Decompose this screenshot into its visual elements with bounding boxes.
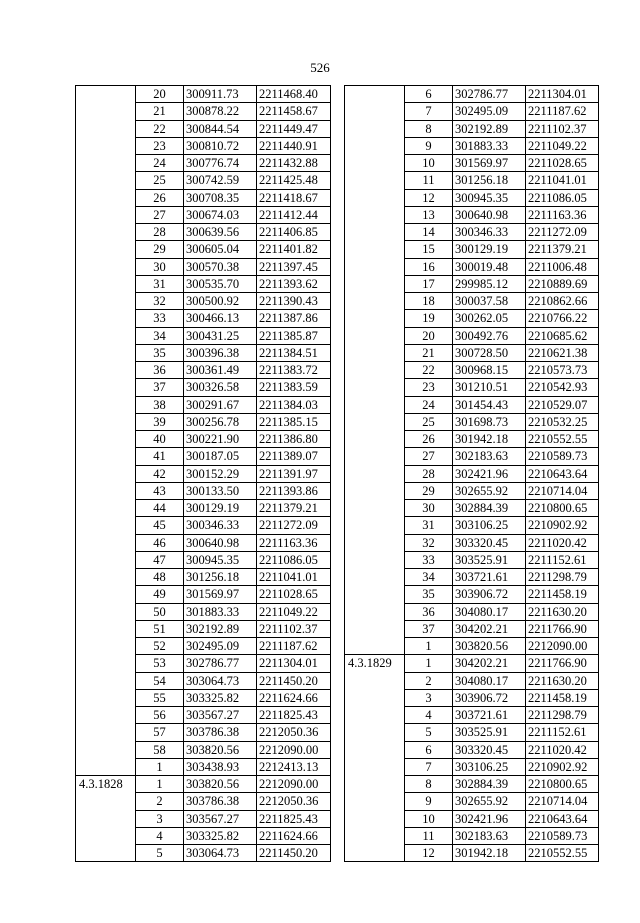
x-coordinate-cell: 302884.39: [453, 500, 526, 517]
left-table-body: [76, 86, 331, 862]
x-coordinate-cell: 303721.61: [453, 569, 526, 586]
point-number-cell: 12: [405, 189, 453, 206]
y-coordinate-cell: 2211041.01: [526, 172, 599, 189]
x-coordinate-cell: 300570.38: [184, 258, 257, 275]
point-number-cell: 26: [136, 189, 184, 206]
y-coordinate-cell: 2211385.15: [257, 413, 331, 430]
x-coordinate-cell: 301942.18: [453, 431, 526, 448]
point-number-cell: 2: [405, 672, 453, 689]
x-coordinate-cell: 302786.77: [184, 655, 257, 672]
y-coordinate-cell: 2211298.79: [526, 569, 599, 586]
y-coordinate-cell: 2210685.62: [526, 327, 599, 344]
x-coordinate-cell: 303064.73: [184, 845, 257, 862]
point-number-cell: 28: [405, 465, 453, 482]
y-coordinate-cell: 2211440.91: [257, 137, 331, 154]
point-number-cell: 46: [136, 534, 184, 551]
point-number-cell: 35: [405, 586, 453, 603]
x-coordinate-cell: 303820.56: [453, 638, 526, 655]
point-number-cell: 20: [405, 327, 453, 344]
coordinate-table-right: [344, 85, 599, 862]
point-number-cell: 23: [136, 137, 184, 154]
y-coordinate-cell: 2211028.65: [526, 155, 599, 172]
point-number-cell: 39: [136, 413, 184, 430]
y-coordinate-cell: 2211766.90: [526, 655, 599, 672]
y-coordinate-cell: 2211432.88: [257, 155, 331, 172]
point-number-cell: 43: [136, 482, 184, 499]
y-coordinate-cell: 2211468.40: [257, 86, 331, 103]
point-number-cell: 22: [136, 120, 184, 137]
point-number-cell: 5: [136, 845, 184, 862]
x-coordinate-cell: 303525.91: [453, 724, 526, 741]
point-number-cell: 11: [405, 172, 453, 189]
y-coordinate-cell: 2212090.00: [526, 638, 599, 655]
point-number-cell: 24: [136, 155, 184, 172]
point-number-cell: 13: [405, 206, 453, 223]
y-coordinate-cell: 2211006.48: [526, 258, 599, 275]
x-coordinate-cell: 301454.43: [453, 396, 526, 413]
x-coordinate-cell: 300878.22: [184, 103, 257, 120]
y-coordinate-cell: 2211389.07: [257, 448, 331, 465]
x-coordinate-cell: 303567.27: [184, 810, 257, 827]
y-coordinate-cell: 2210643.64: [526, 465, 599, 482]
x-coordinate-cell: 300466.13: [184, 310, 257, 327]
x-coordinate-cell: 303320.45: [453, 534, 526, 551]
x-coordinate-cell: 301569.97: [184, 586, 257, 603]
x-coordinate-cell: 300152.29: [184, 465, 257, 482]
point-number-cell: 1: [405, 655, 453, 672]
x-coordinate-cell: 302183.63: [453, 827, 526, 844]
point-number-cell: 1: [136, 758, 184, 775]
point-number-cell: 47: [136, 551, 184, 568]
x-coordinate-cell: 302192.89: [184, 620, 257, 637]
y-coordinate-cell: 2211152.61: [526, 724, 599, 741]
x-coordinate-cell: 300129.19: [453, 241, 526, 258]
x-coordinate-cell: 300326.58: [184, 379, 257, 396]
y-coordinate-cell: 2211049.22: [526, 137, 599, 154]
x-coordinate-cell: 302495.09: [453, 103, 526, 120]
x-coordinate-cell: 301883.33: [184, 603, 257, 620]
x-coordinate-cell: 300500.92: [184, 293, 257, 310]
x-coordinate-cell: 301698.73: [453, 413, 526, 430]
y-coordinate-cell: 2210621.38: [526, 344, 599, 361]
y-coordinate-cell: 2210552.55: [526, 845, 599, 862]
y-coordinate-cell: 2212413.13: [257, 758, 331, 775]
point-number-cell: 37: [136, 379, 184, 396]
x-coordinate-cell: 304080.17: [453, 672, 526, 689]
x-coordinate-cell: 300535.70: [184, 275, 257, 292]
y-coordinate-cell: 2211020.42: [526, 741, 599, 758]
point-number-cell: 6: [405, 741, 453, 758]
x-coordinate-cell: 302495.09: [184, 638, 257, 655]
y-coordinate-cell: 2211630.20: [526, 603, 599, 620]
point-number-cell: 10: [405, 810, 453, 827]
y-coordinate-cell: 2211020.42: [526, 534, 599, 551]
y-coordinate-cell: 2210552.55: [526, 431, 599, 448]
y-coordinate-cell: 2211152.61: [526, 551, 599, 568]
point-number-cell: 21: [405, 344, 453, 361]
x-coordinate-cell: 301883.33: [453, 137, 526, 154]
x-coordinate-cell: 304202.21: [453, 620, 526, 637]
y-coordinate-cell: 2211397.45: [257, 258, 331, 275]
y-coordinate-cell: 2211391.97: [257, 465, 331, 482]
y-coordinate-cell: 2210714.04: [526, 482, 599, 499]
y-coordinate-cell: 2210766.22: [526, 310, 599, 327]
x-coordinate-cell: 303567.27: [184, 707, 257, 724]
x-coordinate-cell: 300396.38: [184, 344, 257, 361]
x-coordinate-cell: 302655.92: [453, 793, 526, 810]
point-number-cell: 36: [405, 603, 453, 620]
point-number-cell: 27: [136, 206, 184, 223]
point-number-cell: 28: [136, 224, 184, 241]
y-coordinate-cell: 2211163.36: [526, 206, 599, 223]
x-coordinate-cell: 300639.56: [184, 224, 257, 241]
parcel-id-cell: [345, 86, 405, 655]
y-coordinate-cell: 2211385.87: [257, 327, 331, 344]
point-number-cell: 32: [405, 534, 453, 551]
x-coordinate-cell: 302421.96: [453, 810, 526, 827]
point-number-cell: 49: [136, 586, 184, 603]
point-number-cell: 44: [136, 500, 184, 517]
point-number-cell: 18: [405, 293, 453, 310]
x-coordinate-cell: 300945.35: [453, 189, 526, 206]
x-coordinate-cell: 300640.98: [184, 534, 257, 551]
y-coordinate-cell: 2211406.85: [257, 224, 331, 241]
point-number-cell: 54: [136, 672, 184, 689]
x-coordinate-cell: 303106.25: [453, 758, 526, 775]
page-number: 526: [310, 60, 330, 75]
x-coordinate-cell: 302183.63: [453, 448, 526, 465]
point-number-cell: 34: [405, 569, 453, 586]
point-number-cell: 56: [136, 707, 184, 724]
y-coordinate-cell: 2211401.82: [257, 241, 331, 258]
point-number-cell: 19: [405, 310, 453, 327]
point-number-cell: 37: [405, 620, 453, 637]
y-coordinate-cell: 2211825.43: [257, 810, 331, 827]
y-coordinate-cell: 2210862.66: [526, 293, 599, 310]
x-coordinate-cell: 300129.19: [184, 500, 257, 517]
y-coordinate-cell: 2211049.22: [257, 603, 331, 620]
point-number-cell: 57: [136, 724, 184, 741]
point-number-cell: 55: [136, 689, 184, 706]
x-coordinate-cell: 302884.39: [453, 776, 526, 793]
point-number-cell: 1: [405, 638, 453, 655]
point-number-cell: 25: [136, 172, 184, 189]
point-number-cell: 31: [136, 275, 184, 292]
y-coordinate-cell: 2210800.65: [526, 500, 599, 517]
point-number-cell: 52: [136, 638, 184, 655]
y-coordinate-cell: 2211458.67: [257, 103, 331, 120]
x-coordinate-cell: 300776.74: [184, 155, 257, 172]
point-number-cell: 3: [405, 689, 453, 706]
table-row: [345, 655, 599, 672]
y-coordinate-cell: 2211386.80: [257, 431, 331, 448]
y-coordinate-cell: 2210889.69: [526, 275, 599, 292]
y-coordinate-cell: 2211379.21: [257, 500, 331, 517]
point-number-cell: 29: [136, 241, 184, 258]
y-coordinate-cell: 2212090.00: [257, 741, 331, 758]
y-coordinate-cell: 2211390.43: [257, 293, 331, 310]
point-number-cell: 14: [405, 224, 453, 241]
point-number-cell: 3: [136, 810, 184, 827]
y-coordinate-cell: 2211041.01: [257, 569, 331, 586]
y-coordinate-cell: 2211298.79: [526, 707, 599, 724]
y-coordinate-cell: 2211102.37: [526, 120, 599, 137]
y-coordinate-cell: 2211393.86: [257, 482, 331, 499]
x-coordinate-cell: 303721.61: [453, 707, 526, 724]
y-coordinate-cell: 2211825.43: [257, 707, 331, 724]
y-coordinate-cell: 2211102.37: [257, 620, 331, 637]
y-coordinate-cell: 2211766.90: [526, 620, 599, 637]
x-coordinate-cell: 300742.59: [184, 172, 257, 189]
point-number-cell: 32: [136, 293, 184, 310]
point-number-cell: 9: [405, 137, 453, 154]
y-coordinate-cell: 2210573.73: [526, 362, 599, 379]
y-coordinate-cell: 2211393.62: [257, 275, 331, 292]
y-coordinate-cell: 2210643.64: [526, 810, 599, 827]
x-coordinate-cell: 303786.38: [184, 793, 257, 810]
x-coordinate-cell: 302786.77: [453, 86, 526, 103]
x-coordinate-cell: 300262.05: [453, 310, 526, 327]
point-number-cell: 26: [405, 431, 453, 448]
point-number-cell: 29: [405, 482, 453, 499]
x-coordinate-cell: 303786.38: [184, 724, 257, 741]
point-number-cell: 41: [136, 448, 184, 465]
y-coordinate-cell: 2210542.93: [526, 379, 599, 396]
x-coordinate-cell: 304080.17: [453, 603, 526, 620]
y-coordinate-cell: 2211086.05: [526, 189, 599, 206]
point-number-cell: 16: [405, 258, 453, 275]
y-coordinate-cell: 2211383.59: [257, 379, 331, 396]
x-coordinate-cell: 301942.18: [453, 845, 526, 862]
x-coordinate-cell: 300133.50: [184, 482, 257, 499]
y-coordinate-cell: 2210714.04: [526, 793, 599, 810]
y-coordinate-cell: 2210589.73: [526, 448, 599, 465]
y-coordinate-cell: 2211425.48: [257, 172, 331, 189]
x-coordinate-cell: 300346.33: [453, 224, 526, 241]
y-coordinate-cell: 2211028.65: [257, 586, 331, 603]
y-coordinate-cell: 2211187.62: [526, 103, 599, 120]
y-coordinate-cell: 2210529.07: [526, 396, 599, 413]
point-number-cell: 7: [405, 103, 453, 120]
point-number-cell: 45: [136, 517, 184, 534]
y-coordinate-cell: 2211458.19: [526, 586, 599, 603]
y-coordinate-cell: 2212050.36: [257, 724, 331, 741]
y-coordinate-cell: 2210800.65: [526, 776, 599, 793]
point-number-cell: 58: [136, 741, 184, 758]
point-number-cell: 51: [136, 620, 184, 637]
x-coordinate-cell: 300844.54: [184, 120, 257, 137]
point-number-cell: 20: [136, 86, 184, 103]
point-number-cell: 30: [136, 258, 184, 275]
point-number-cell: 22: [405, 362, 453, 379]
point-number-cell: 5: [405, 724, 453, 741]
x-coordinate-cell: 303438.93: [184, 758, 257, 775]
y-coordinate-cell: 2211449.47: [257, 120, 331, 137]
x-coordinate-cell: 303906.72: [453, 689, 526, 706]
x-coordinate-cell: 301256.18: [453, 172, 526, 189]
point-number-cell: 15: [405, 241, 453, 258]
x-coordinate-cell: 302655.92: [453, 482, 526, 499]
point-number-cell: 12: [405, 845, 453, 862]
x-coordinate-cell: 300492.76: [453, 327, 526, 344]
x-coordinate-cell: 300256.78: [184, 413, 257, 430]
x-coordinate-cell: 303325.82: [184, 827, 257, 844]
point-number-cell: 48: [136, 569, 184, 586]
point-number-cell: 6: [405, 86, 453, 103]
point-number-cell: 11: [405, 827, 453, 844]
y-coordinate-cell: 2210902.92: [526, 758, 599, 775]
point-number-cell: 24: [405, 396, 453, 413]
x-coordinate-cell: 300187.05: [184, 448, 257, 465]
y-coordinate-cell: 2211304.01: [526, 86, 599, 103]
point-number-cell: 33: [136, 310, 184, 327]
y-coordinate-cell: 2211418.67: [257, 189, 331, 206]
x-coordinate-cell: 301210.51: [453, 379, 526, 396]
right-table-body: [345, 86, 599, 862]
x-coordinate-cell: 300291.67: [184, 396, 257, 413]
point-number-cell: 35: [136, 344, 184, 361]
y-coordinate-cell: 2210902.92: [526, 517, 599, 534]
x-coordinate-cell: 303820.56: [184, 776, 257, 793]
y-coordinate-cell: 2210532.25: [526, 413, 599, 430]
point-number-cell: 21: [136, 103, 184, 120]
x-coordinate-cell: 300810.72: [184, 137, 257, 154]
point-number-cell: 34: [136, 327, 184, 344]
x-coordinate-cell: 300019.48: [453, 258, 526, 275]
y-coordinate-cell: 2211384.51: [257, 344, 331, 361]
point-number-cell: 17: [405, 275, 453, 292]
point-number-cell: 42: [136, 465, 184, 482]
point-number-cell: 53: [136, 655, 184, 672]
x-coordinate-cell: 299985.12: [453, 275, 526, 292]
x-coordinate-cell: 303106.25: [453, 517, 526, 534]
y-coordinate-cell: 2211163.36: [257, 534, 331, 551]
y-coordinate-cell: 2211383.72: [257, 362, 331, 379]
y-coordinate-cell: 2211272.09: [257, 517, 331, 534]
x-coordinate-cell: 300945.35: [184, 551, 257, 568]
table-row: [345, 86, 599, 103]
point-number-cell: 40: [136, 431, 184, 448]
y-coordinate-cell: 2211387.86: [257, 310, 331, 327]
point-number-cell: 8: [405, 776, 453, 793]
x-coordinate-cell: 302421.96: [453, 465, 526, 482]
y-coordinate-cell: 2211379.21: [526, 241, 599, 258]
point-number-cell: 27: [405, 448, 453, 465]
point-number-cell: 33: [405, 551, 453, 568]
x-coordinate-cell: 300431.25: [184, 327, 257, 344]
y-coordinate-cell: 2211450.20: [257, 672, 331, 689]
x-coordinate-cell: 300728.50: [453, 344, 526, 361]
y-coordinate-cell: 2211624.66: [257, 827, 331, 844]
x-coordinate-cell: 303320.45: [453, 741, 526, 758]
y-coordinate-cell: 2211304.01: [257, 655, 331, 672]
point-number-cell: 9: [405, 793, 453, 810]
y-coordinate-cell: 2212090.00: [257, 776, 331, 793]
x-coordinate-cell: 303525.91: [453, 551, 526, 568]
point-number-cell: 7: [405, 758, 453, 775]
x-coordinate-cell: 303064.73: [184, 672, 257, 689]
parcel-id-cell: 4.3.1829: [345, 655, 405, 862]
x-coordinate-cell: 300968.15: [453, 362, 526, 379]
x-coordinate-cell: 300037.58: [453, 293, 526, 310]
x-coordinate-cell: 300640.98: [453, 206, 526, 223]
x-coordinate-cell: 303906.72: [453, 586, 526, 603]
table-row: [76, 776, 331, 793]
point-number-cell: 10: [405, 155, 453, 172]
x-coordinate-cell: 300911.73: [184, 86, 257, 103]
x-coordinate-cell: 300674.03: [184, 206, 257, 223]
point-number-cell: 36: [136, 362, 184, 379]
x-coordinate-cell: 301256.18: [184, 569, 257, 586]
y-coordinate-cell: 2212050.36: [257, 793, 331, 810]
y-coordinate-cell: 2211630.20: [526, 672, 599, 689]
y-coordinate-cell: 2210589.73: [526, 827, 599, 844]
y-coordinate-cell: 2211624.66: [257, 689, 331, 706]
point-number-cell: 4: [136, 827, 184, 844]
y-coordinate-cell: 2211458.19: [526, 689, 599, 706]
point-number-cell: 25: [405, 413, 453, 430]
y-coordinate-cell: 2211412.44: [257, 206, 331, 223]
x-coordinate-cell: 304202.21: [453, 655, 526, 672]
point-number-cell: 1: [136, 776, 184, 793]
parcel-id-cell: [76, 86, 136, 776]
x-coordinate-cell: 300361.49: [184, 362, 257, 379]
x-coordinate-cell: 302192.89: [453, 120, 526, 137]
point-number-cell: 31: [405, 517, 453, 534]
x-coordinate-cell: 300346.33: [184, 517, 257, 534]
x-coordinate-cell: 300708.35: [184, 189, 257, 206]
table-row: [76, 86, 331, 103]
x-coordinate-cell: 300605.04: [184, 241, 257, 258]
x-coordinate-cell: 301569.97: [453, 155, 526, 172]
x-coordinate-cell: 300221.90: [184, 431, 257, 448]
y-coordinate-cell: 2211086.05: [257, 551, 331, 568]
point-number-cell: 50: [136, 603, 184, 620]
y-coordinate-cell: 2211450.20: [257, 845, 331, 862]
x-coordinate-cell: 303820.56: [184, 741, 257, 758]
point-number-cell: 23: [405, 379, 453, 396]
point-number-cell: 30: [405, 500, 453, 517]
point-number-cell: 2: [136, 793, 184, 810]
point-number-cell: 4: [405, 707, 453, 724]
y-coordinate-cell: 2211187.62: [257, 638, 331, 655]
y-coordinate-cell: 2211384.03: [257, 396, 331, 413]
y-coordinate-cell: 2211272.09: [526, 224, 599, 241]
parcel-id-cell: 4.3.1828: [76, 776, 136, 862]
coordinate-table-left: [75, 85, 331, 862]
point-number-cell: 38: [136, 396, 184, 413]
x-coordinate-cell: 303325.82: [184, 689, 257, 706]
point-number-cell: 8: [405, 120, 453, 137]
